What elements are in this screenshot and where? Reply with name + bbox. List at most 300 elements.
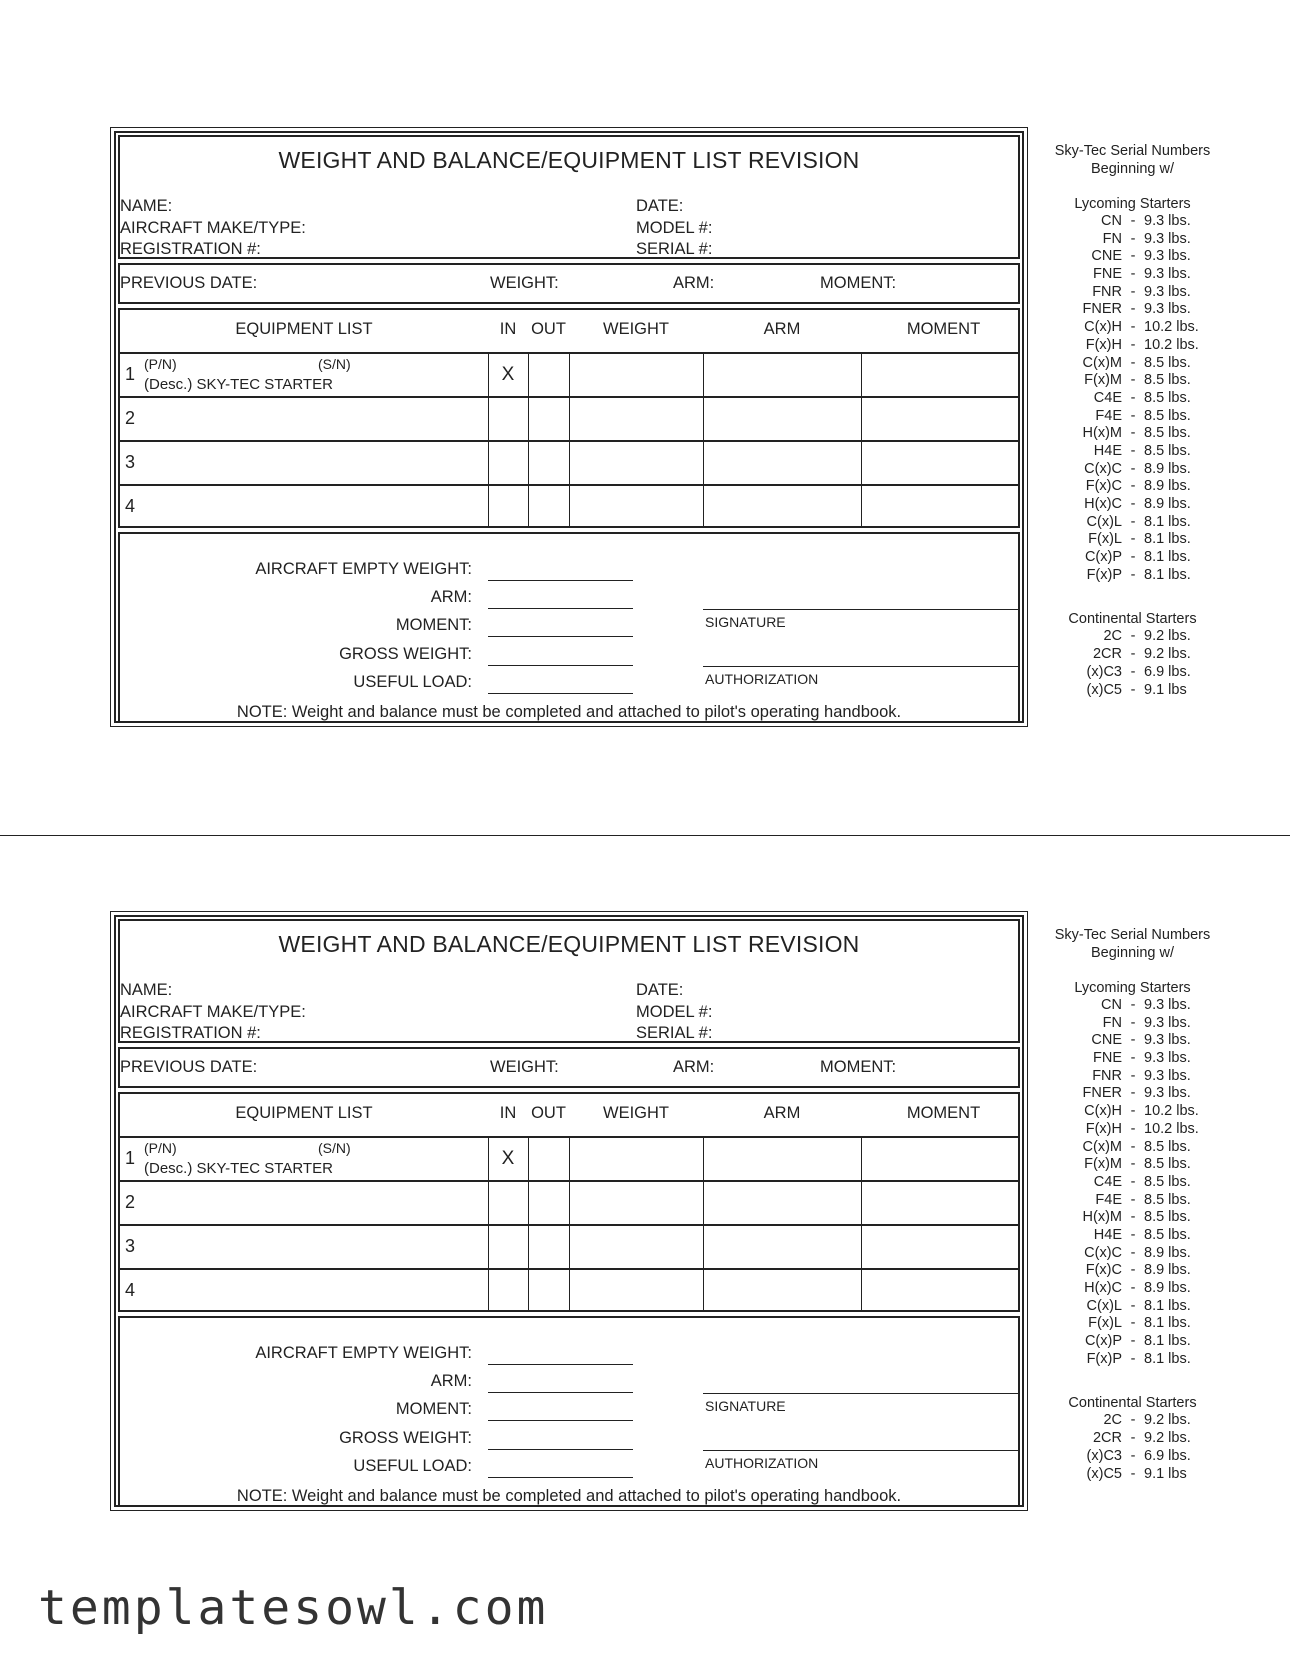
- serial-label: SERIAL #:: [636, 1024, 713, 1042]
- dash-separator: -: [1130, 1280, 1136, 1296]
- serial-row: [1040, 1174, 1225, 1192]
- note-text: NOTE: Weight and balance must be completed and attached to pilot's operating handbook.: [236, 703, 902, 721]
- name-label: NAME:: [120, 197, 173, 215]
- serial-code: F4E: [1095, 1191, 1122, 1208]
- serial-code: H4E: [1093, 1226, 1122, 1243]
- authorization-label: AUTHORIZATION: [705, 1455, 819, 1471]
- col-weight: WEIGHT: [603, 320, 669, 338]
- form-copy-bottom: [0, 784, 1290, 1505]
- serial-code: C4E: [1093, 389, 1122, 406]
- serial-code: F(x)L: [1088, 531, 1122, 548]
- serial-row: [1040, 549, 1225, 567]
- serial-weight: 8.5 lbs.: [1144, 442, 1191, 459]
- signature-label: SIGNATURE: [705, 1398, 786, 1414]
- previous-arm-label: ARM:: [673, 274, 715, 292]
- dash-separator: -: [1130, 283, 1136, 300]
- serial-weight: 8.5 lbs.: [1144, 372, 1191, 389]
- arm-label: ARM:: [430, 1372, 472, 1390]
- serial-code: C(x)P: [1084, 549, 1122, 566]
- moment-field[interactable]: [488, 636, 633, 637]
- continental-list: [1040, 1412, 1225, 1483]
- dash-separator: -: [1130, 354, 1136, 371]
- previous-section: [118, 263, 1020, 304]
- serial-weight: 10.2 lbs.: [1144, 319, 1199, 336]
- col-arm: ARM: [763, 1104, 801, 1122]
- serial-row: [1040, 1351, 1225, 1369]
- dash-separator: -: [1130, 1465, 1136, 1482]
- dash-separator: -: [1130, 442, 1136, 459]
- serial-sidebar: [1040, 926, 1225, 1483]
- dash-separator: -: [1130, 1120, 1136, 1137]
- useful-load-label: USEFUL LOAD:: [353, 673, 472, 691]
- sidebar-heading-line2: Beginning w/: [1090, 161, 1175, 177]
- serial-row: [1040, 337, 1225, 355]
- serial-weight: 8.9 lbs.: [1144, 1244, 1191, 1261]
- serial-weight: 8.5 lbs.: [1144, 1209, 1191, 1226]
- dash-separator: -: [1130, 1191, 1136, 1208]
- serial-code: 2C: [1103, 628, 1122, 645]
- dash-separator: -: [1130, 1209, 1136, 1226]
- name-label: NAME:: [120, 981, 173, 999]
- serial-code: F(x)C: [1085, 1262, 1122, 1279]
- serial-row: [1040, 390, 1225, 408]
- gross-weight-label: GROSS WEIGHT:: [339, 645, 472, 663]
- col-in: IN: [499, 320, 517, 338]
- dash-separator: -: [1130, 478, 1136, 495]
- serial-code: C(x)M: [1082, 354, 1122, 371]
- lycoming-title: Lycoming Starters: [1074, 980, 1191, 996]
- serial-code: F(x)P: [1086, 566, 1122, 583]
- date-label: DATE:: [636, 197, 684, 215]
- previous-date-label: PREVIOUS DATE:: [120, 274, 258, 292]
- serial-weight: 9.3 lbs.: [1144, 1050, 1191, 1067]
- dash-separator: -: [1130, 372, 1136, 389]
- serial-row: [1040, 496, 1225, 514]
- model-label: MODEL #:: [636, 219, 713, 237]
- dash-separator: -: [1130, 1297, 1136, 1314]
- serial-row: [1040, 1227, 1225, 1245]
- note-text: NOTE: Weight and balance must be completed and attached to pilot's operating handbook.: [236, 1487, 902, 1505]
- serial-weight: 9.1 lbs: [1144, 1465, 1187, 1482]
- serial-weight: 8.9 lbs.: [1144, 496, 1191, 512]
- previous-moment-label: MOMENT:: [820, 274, 897, 292]
- previous-arm-label: ARM:: [673, 1058, 715, 1076]
- serial-code: F(x)L: [1088, 1315, 1122, 1332]
- dash-separator: -: [1130, 997, 1136, 1013]
- part-number-label: (P/N): [144, 356, 177, 372]
- serial-row: [1040, 1298, 1225, 1316]
- serial-weight: 8.1 lbs.: [1144, 1350, 1191, 1367]
- dash-separator: -: [1130, 1014, 1136, 1031]
- dash-separator: -: [1130, 336, 1136, 353]
- serial-row: [1040, 425, 1225, 443]
- gross-weight-field[interactable]: [488, 665, 633, 666]
- model-label: MODEL #:: [636, 1003, 713, 1021]
- aircraft-make-label: AIRCRAFT MAKE/TYPE:: [120, 1003, 306, 1021]
- sidebar-heading-line1: Sky-Tec Serial Numbers: [1054, 143, 1211, 159]
- row-number: 1: [125, 1148, 136, 1168]
- serial-weight: 9.3 lbs.: [1144, 213, 1191, 229]
- serial-row: [1040, 1068, 1225, 1086]
- form-header: [118, 919, 1020, 1043]
- dash-separator: -: [1130, 1412, 1136, 1429]
- serial-sidebar: [1040, 142, 1225, 699]
- serial-code: CNE: [1091, 248, 1122, 265]
- serial-weight: 8.9 lbs.: [1144, 460, 1191, 477]
- dash-separator: -: [1130, 301, 1136, 318]
- useful-load-label: USEFUL LOAD:: [353, 1457, 472, 1475]
- serial-code: H(x)C: [1084, 496, 1122, 512]
- serial-weight: 10.2 lbs.: [1144, 1103, 1199, 1120]
- serial-weight: 8.9 lbs.: [1144, 478, 1191, 495]
- serial-row: [1040, 628, 1225, 646]
- dash-separator: -: [1130, 1333, 1136, 1350]
- serial-code: FNR: [1092, 1067, 1122, 1084]
- serial-weight: 9.3 lbs.: [1144, 997, 1191, 1013]
- serial-row: [1040, 1032, 1225, 1050]
- form-title: WEIGHT AND BALANCE/EQUIPMENT LIST REVISION: [278, 147, 860, 173]
- col-weight: WEIGHT: [603, 1104, 669, 1122]
- serial-row: [1040, 1315, 1225, 1333]
- serial-code: FNER: [1082, 301, 1122, 318]
- serial-weight: 8.1 lbs.: [1144, 1315, 1191, 1332]
- dash-separator: -: [1130, 646, 1136, 663]
- serial-row: [1040, 646, 1225, 664]
- serial-row: [1040, 1262, 1225, 1280]
- serial-weight: 9.2 lbs.: [1144, 646, 1191, 663]
- serial-row: [1040, 1139, 1225, 1157]
- authorization-line[interactable]: [703, 1450, 1019, 1451]
- serial-row: [1040, 231, 1225, 249]
- serial-code: H(x)M: [1082, 425, 1122, 442]
- serial-code: F(x)P: [1086, 1350, 1122, 1367]
- moment-label: MOMENT:: [395, 616, 472, 634]
- previous-weight-label: WEIGHT:: [490, 1058, 559, 1076]
- serial-weight: 9.3 lbs.: [1144, 283, 1191, 300]
- serial-row: [1040, 664, 1225, 682]
- serial-code: C(x)P: [1084, 1333, 1122, 1350]
- dash-separator: -: [1130, 1103, 1136, 1120]
- col-moment: MOMENT: [906, 320, 981, 338]
- dash-separator: -: [1130, 248, 1136, 265]
- col-equipment-list: EQUIPMENT LIST: [235, 320, 373, 338]
- col-out: OUT: [531, 320, 566, 338]
- serial-weight: 8.1 lbs.: [1144, 531, 1191, 548]
- useful-load-field[interactable]: [488, 693, 633, 694]
- serial-weight: 8.1 lbs.: [1144, 1297, 1191, 1314]
- authorization-label: AUTHORIZATION: [705, 671, 819, 687]
- signature-line[interactable]: [703, 609, 1019, 610]
- serial-weight: 8.5 lbs.: [1144, 407, 1191, 424]
- dash-separator: -: [1130, 1350, 1136, 1367]
- lycoming-title: Lycoming Starters: [1074, 196, 1191, 212]
- serial-code: (x)C5: [1086, 681, 1122, 698]
- equipment-table: [118, 308, 1020, 528]
- col-arm: ARM: [763, 320, 801, 338]
- serial-weight: 8.5 lbs.: [1144, 389, 1191, 406]
- dash-separator: -: [1130, 1138, 1136, 1155]
- serial-row: [1040, 355, 1225, 373]
- serial-row: [1040, 443, 1225, 461]
- serial-row: [1040, 567, 1225, 585]
- serial-weight: 6.9 lbs.: [1144, 1447, 1191, 1464]
- dash-separator: -: [1130, 1085, 1136, 1102]
- serial-weight: 8.1 lbs.: [1144, 566, 1191, 583]
- serial-row: [1040, 1430, 1225, 1448]
- serial-row: [1040, 266, 1225, 284]
- serial-row: [1040, 319, 1225, 337]
- previous-section: [118, 1047, 1020, 1088]
- previous-date-label: PREVIOUS DATE:: [120, 1058, 258, 1076]
- serial-weight: 6.9 lbs.: [1144, 663, 1191, 680]
- serial-weight: 8.1 lbs.: [1144, 549, 1191, 566]
- serial-code: F(x)H: [1085, 336, 1122, 353]
- serial-code: FNER: [1082, 1085, 1122, 1102]
- serial-weight: 8.5 lbs.: [1144, 1173, 1191, 1190]
- dash-separator: -: [1130, 1050, 1136, 1067]
- serial-row: [1040, 1333, 1225, 1351]
- serial-weight: 9.3 lbs.: [1144, 248, 1191, 265]
- serial-code: 2C: [1103, 1412, 1122, 1429]
- form-card: [110, 911, 1028, 1511]
- serial-code: FNR: [1092, 283, 1122, 300]
- serial-code: H(x)M: [1082, 1209, 1122, 1226]
- serial-row: [1040, 248, 1225, 266]
- serial-row: [1040, 1245, 1225, 1263]
- description-text: (Desc.) SKY-TEC STARTER: [144, 376, 333, 393]
- date-label: DATE:: [636, 981, 684, 999]
- serial-row: [1040, 1280, 1225, 1298]
- in-checkmark: X: [501, 364, 515, 385]
- col-in: IN: [499, 1104, 517, 1122]
- serial-code: C(x)C: [1084, 1244, 1122, 1261]
- continental-title: Continental Starters: [1068, 611, 1197, 628]
- moment-field[interactable]: [488, 1420, 633, 1421]
- continental-list: [1040, 628, 1225, 699]
- serial-weight: 9.1 lbs: [1144, 681, 1187, 698]
- dash-separator: -: [1130, 1262, 1136, 1279]
- dash-separator: -: [1130, 663, 1136, 680]
- serial-row: [1040, 213, 1225, 231]
- serial-code: FNE: [1093, 266, 1122, 283]
- serial-code: F4E: [1095, 407, 1122, 424]
- form-title: WEIGHT AND BALANCE/EQUIPMENT LIST REVISION: [278, 931, 860, 957]
- dash-separator: -: [1130, 1430, 1136, 1447]
- serial-row: [1040, 284, 1225, 302]
- lycoming-list: [1040, 997, 1225, 1368]
- dash-separator: -: [1130, 460, 1136, 477]
- dash-separator: -: [1130, 1244, 1136, 1261]
- dash-separator: -: [1130, 1315, 1136, 1332]
- col-moment: MOMENT: [906, 1104, 981, 1122]
- serial-code: (x)C3: [1086, 1447, 1122, 1464]
- serial-row: [1040, 372, 1225, 390]
- serial-row: [1040, 461, 1225, 479]
- serial-weight: 8.5 lbs.: [1144, 1226, 1191, 1243]
- dash-separator: -: [1130, 407, 1136, 424]
- previous-weight-label: WEIGHT:: [490, 274, 559, 292]
- serial-weight: 8.5 lbs.: [1144, 1138, 1191, 1155]
- serial-code: C(x)M: [1082, 1138, 1122, 1155]
- dash-separator: -: [1130, 531, 1136, 548]
- form-copy-top: [0, 0, 1290, 721]
- serial-code: H(x)C: [1084, 1280, 1122, 1296]
- serial-weight: 9.3 lbs.: [1144, 1032, 1191, 1049]
- continental-title: Continental Starters: [1068, 1395, 1197, 1412]
- serial-code: (x)C5: [1086, 1465, 1122, 1482]
- serial-weight: 9.3 lbs.: [1144, 1085, 1191, 1102]
- serial-row: [1040, 1192, 1225, 1210]
- serial-row: [1040, 997, 1225, 1015]
- serial-weight: 9.3 lbs.: [1144, 266, 1191, 283]
- serial-weight: 9.2 lbs.: [1144, 1430, 1191, 1447]
- dash-separator: -: [1130, 1173, 1136, 1190]
- row-number: 2: [125, 1192, 136, 1212]
- col-out: OUT: [531, 1104, 566, 1122]
- serial-weight: 8.5 lbs.: [1144, 354, 1191, 371]
- serial-row: [1040, 1103, 1225, 1121]
- serial-weight: 8.9 lbs.: [1144, 1262, 1191, 1279]
- gross-weight-field[interactable]: [488, 1449, 633, 1450]
- serial-row: [1040, 1121, 1225, 1139]
- serial-weight: 9.2 lbs.: [1144, 628, 1191, 645]
- useful-load-field[interactable]: [488, 1477, 633, 1478]
- part-number-label: (P/N): [144, 1140, 177, 1156]
- serial-code: CN: [1101, 213, 1122, 229]
- serial-row: [1040, 514, 1225, 532]
- serial-code: C(x)L: [1086, 513, 1122, 530]
- serial-label: SERIAL #:: [636, 240, 713, 258]
- serial-row: [1040, 1085, 1225, 1103]
- dash-separator: -: [1130, 319, 1136, 336]
- serial-code: FN: [1102, 1014, 1122, 1031]
- dash-separator: -: [1130, 230, 1136, 247]
- registration-label: REGISTRATION #:: [120, 1024, 261, 1042]
- empty-weight-field[interactable]: [488, 1364, 633, 1365]
- gross-weight-label: GROSS WEIGHT:: [339, 1429, 472, 1447]
- dash-separator: -: [1130, 496, 1136, 512]
- serial-weight: 8.1 lbs.: [1144, 1333, 1191, 1350]
- serial-code: CN: [1101, 997, 1122, 1013]
- authorization-line[interactable]: [703, 666, 1019, 667]
- serial-row: [1040, 1448, 1225, 1466]
- row-number: 1: [125, 364, 136, 384]
- serial-row: [1040, 1412, 1225, 1430]
- serial-weight: 8.9 lbs.: [1144, 1280, 1191, 1296]
- sidebar-heading-line2: Beginning w/: [1090, 945, 1175, 961]
- previous-moment-label: MOMENT:: [820, 1058, 897, 1076]
- dash-separator: -: [1130, 389, 1136, 406]
- serial-code: 2CR: [1092, 1430, 1122, 1447]
- serial-weight: 8.1 lbs.: [1144, 513, 1191, 530]
- serial-row: [1040, 478, 1225, 496]
- serial-code: C(x)H: [1084, 319, 1122, 336]
- row-number: 4: [125, 496, 136, 516]
- dash-separator: -: [1130, 566, 1136, 583]
- form-header: [118, 135, 1020, 259]
- dash-separator: -: [1130, 1156, 1136, 1173]
- dash-separator: -: [1130, 213, 1136, 229]
- serial-weight: 10.2 lbs.: [1144, 336, 1199, 353]
- serial-code: C(x)H: [1084, 1103, 1122, 1120]
- lycoming-list: [1040, 213, 1225, 584]
- equipment-table: [118, 1092, 1020, 1312]
- dash-separator: -: [1130, 628, 1136, 645]
- signature-label: SIGNATURE: [705, 614, 786, 630]
- dash-separator: -: [1130, 1032, 1136, 1049]
- dash-separator: -: [1130, 1067, 1136, 1084]
- dash-separator: -: [1130, 1226, 1136, 1243]
- dash-separator: -: [1130, 513, 1136, 530]
- serial-number-label: (S/N): [318, 356, 351, 372]
- dash-separator: -: [1130, 1447, 1136, 1464]
- empty-weight-field[interactable]: [488, 580, 633, 581]
- serial-row: [1040, 1015, 1225, 1033]
- dash-separator: -: [1130, 549, 1136, 566]
- serial-code: FN: [1102, 230, 1122, 247]
- serial-row: [1040, 301, 1225, 319]
- serial-code: C4E: [1093, 1173, 1122, 1190]
- moment-label: MOMENT:: [395, 1400, 472, 1418]
- serial-row: [1040, 1050, 1225, 1068]
- dash-separator: -: [1130, 425, 1136, 442]
- serial-row: [1040, 408, 1225, 426]
- serial-code: 2CR: [1092, 646, 1122, 663]
- serial-code: F(x)C: [1085, 478, 1122, 495]
- serial-code: H4E: [1093, 442, 1122, 459]
- serial-row: [1040, 1156, 1225, 1174]
- serial-code: C(x)C: [1084, 460, 1122, 477]
- serial-weight: 9.3 lbs.: [1144, 230, 1191, 247]
- serial-row: [1040, 1209, 1225, 1227]
- serial-code: F(x)H: [1085, 1120, 1122, 1137]
- serial-weight: 8.5 lbs.: [1144, 1156, 1191, 1173]
- serial-code: F(x)M: [1084, 372, 1122, 389]
- summary-section: [118, 1316, 1020, 1507]
- description-text: (Desc.) SKY-TEC STARTER: [144, 1160, 333, 1177]
- in-checkmark: X: [501, 1148, 515, 1169]
- serial-weight: 9.3 lbs.: [1144, 301, 1191, 318]
- serial-number-label: (S/N): [318, 1140, 351, 1156]
- serial-row: [1040, 682, 1225, 700]
- col-equipment-list: EQUIPMENT LIST: [235, 1104, 373, 1122]
- serial-code: F(x)M: [1084, 1156, 1122, 1173]
- form-card: [110, 127, 1028, 727]
- aircraft-make-label: AIRCRAFT MAKE/TYPE:: [120, 219, 306, 237]
- dash-separator: -: [1130, 681, 1136, 698]
- signature-line[interactable]: [703, 1393, 1019, 1394]
- serial-row: [1040, 531, 1225, 549]
- empty-weight-label: AIRCRAFT EMPTY WEIGHT:: [255, 560, 472, 578]
- arm-field[interactable]: [488, 1392, 633, 1393]
- row-number: 3: [125, 452, 136, 472]
- serial-code: (x)C3: [1086, 663, 1122, 680]
- serial-weight: 8.5 lbs.: [1144, 1191, 1191, 1208]
- arm-field[interactable]: [488, 608, 633, 609]
- row-number: 4: [125, 1280, 136, 1300]
- sidebar-heading-line1: Sky-Tec Serial Numbers: [1054, 927, 1211, 943]
- serial-weight: 9.3 lbs.: [1144, 1014, 1191, 1031]
- empty-weight-label: AIRCRAFT EMPTY WEIGHT:: [255, 1344, 472, 1362]
- serial-weight: 8.5 lbs.: [1144, 425, 1191, 442]
- serial-code: C(x)L: [1086, 1297, 1122, 1314]
- row-number: 3: [125, 1236, 136, 1256]
- row-number: 2: [125, 408, 136, 428]
- arm-label: ARM:: [430, 588, 472, 606]
- serial-weight: 9.3 lbs.: [1144, 1067, 1191, 1084]
- registration-label: REGISTRATION #:: [120, 240, 261, 258]
- summary-section: [118, 532, 1020, 723]
